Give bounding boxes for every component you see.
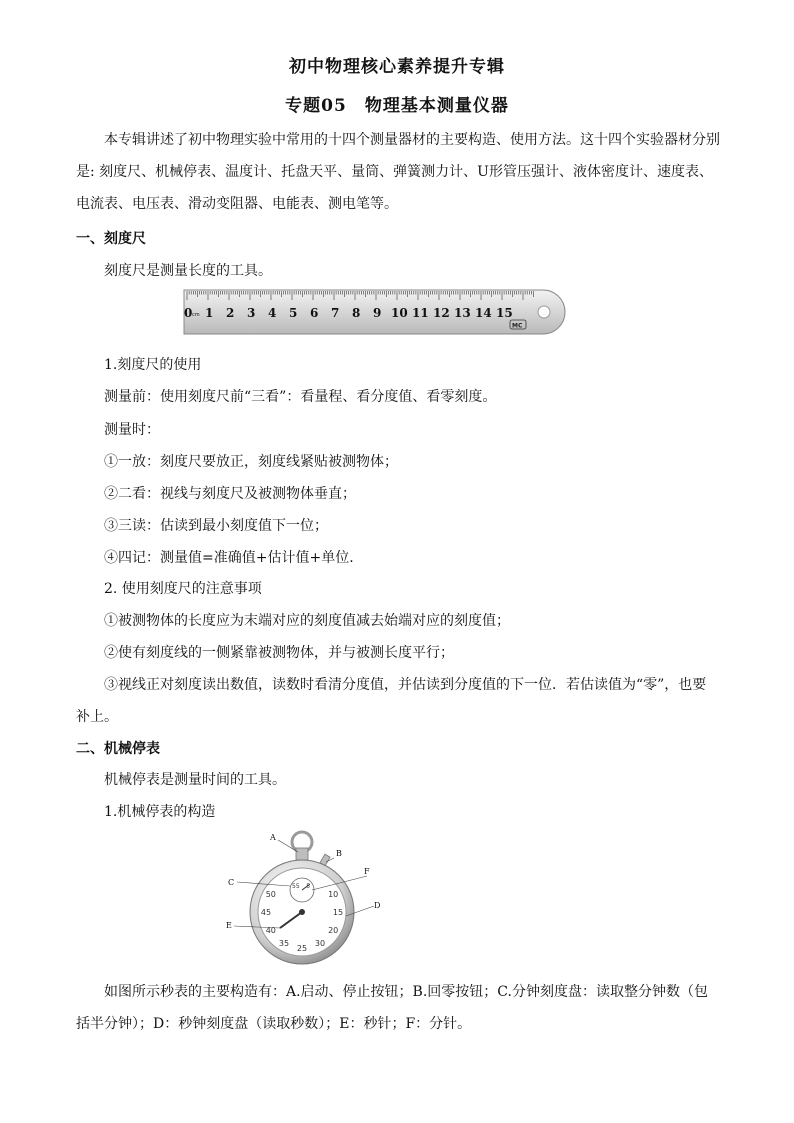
ruler-number: 12 — [433, 306, 450, 320]
before-measure: 测量前：使用刻度尺前“三看”：看量程、看分度值、看零刻度。 — [104, 389, 497, 405]
section1-sub1: 1.刻度尺的使用 — [104, 357, 202, 373]
step-1: ①一放：刻度尺要放正，刻度线紧贴被测物体； — [104, 454, 398, 470]
dial-number: 30 — [314, 939, 326, 949]
watch-label-b: B — [336, 849, 342, 858]
ruler-number: 1 — [205, 306, 214, 320]
ruler-number: 15 — [496, 306, 513, 320]
step-3: ③三读：估读到最小刻度值下一位； — [104, 518, 328, 534]
ruler-number: 8 — [352, 306, 361, 320]
watch-label-a: A — [270, 833, 276, 842]
section2-heading: 二、机械停表 — [76, 741, 160, 757]
ruler-number: 2 — [226, 306, 235, 320]
watch-caption: 如图所示秒表的主要构造有：A.启动、停止按钮；B.回零按钮；C.分钟刻度盘：读取整分钟数（包括半分钟）；D：秒钟刻度盘（读取秒数）；E：秒针；F：分针。 — [76, 984, 708, 1032]
section1-heading: 一、刻度尺 — [76, 231, 146, 247]
dial-number: 35 — [278, 939, 290, 949]
note-2: ②使有刻度线的一侧紧靠被测物体，并与被测长度平行； — [104, 645, 454, 661]
dial-number: 20 — [328, 926, 339, 935]
dial-number: 5 — [306, 882, 311, 890]
watch-label-f: F — [364, 867, 370, 876]
step-2: ②二看：视线与刻度尺及被测物体垂直； — [104, 486, 356, 502]
ruler-number: 11 — [412, 306, 429, 320]
dial-number: 50 — [265, 890, 276, 899]
ruler-unit: cm — [192, 312, 200, 318]
dial-number: 45 — [260, 908, 272, 917]
ruler-number: 5 — [289, 306, 298, 320]
watch-label-c: C — [228, 878, 235, 887]
dial-number: 25 — [296, 944, 308, 953]
watch-label-d: D — [374, 901, 381, 910]
during-measure: 测量时： — [104, 422, 160, 438]
ruler-number: 6 — [310, 306, 319, 320]
section2-desc: 机械停表是测量时间的工具。 — [104, 772, 286, 788]
step-4: ④四记：测量值=准确值+估计值+单位. — [104, 550, 354, 566]
dial-number: 15 — [332, 908, 344, 917]
ruler-image — [183, 288, 568, 336]
dial-number: 55 — [292, 882, 300, 890]
ruler-brand: MC — [512, 322, 523, 330]
document-title: 初中物理核心素养提升专辑 — [289, 57, 505, 77]
dial-number: 40 — [265, 926, 276, 935]
ruler-number: 14 — [475, 306, 492, 320]
section1-sub2: 2. 使用刻度尺的注意事项 — [104, 581, 262, 597]
section1-desc: 刻度尺是测量长度的工具。 — [104, 263, 272, 279]
ruler-number: 10 — [391, 306, 408, 320]
ruler-number: 9 — [373, 306, 382, 320]
intro-paragraph: 本专辑讲述了初中物理实验中常用的十四个测量器材的主要构造、使用方法。这十四个实验器材分别是: 刻度尺、机械停表、温度计、托盘天平、量筒、弹簧测力计、U形管压强计、液体密度计、速度表、电流表、电压表、滑动变阻器、电能表、测电笔等。 — [76, 132, 720, 212]
ruler-number: 13 — [454, 306, 471, 320]
document-subtitle: 专题05 物理基本测量仪器 — [285, 96, 509, 116]
note-1: ①被测物体的长度应为末端对应的刻度值减去始端对应的刻度值； — [104, 613, 510, 629]
ruler-number: 4 — [268, 306, 277, 320]
stopwatch-image — [222, 828, 392, 968]
section2-sub1: 1.机械停表的构造 — [104, 804, 216, 820]
dial-number: 10 — [328, 890, 339, 899]
watch-label-e: E — [226, 921, 232, 930]
ruler-number: 0 — [184, 306, 193, 320]
ruler-number: 3 — [247, 306, 256, 320]
note-3: ③视线正对刻度读出数值，读数时看清分度值，并估读到分度值的下一位．若估读值为“零”，也要补上。 — [76, 677, 707, 725]
ruler-number: 7 — [331, 306, 340, 320]
